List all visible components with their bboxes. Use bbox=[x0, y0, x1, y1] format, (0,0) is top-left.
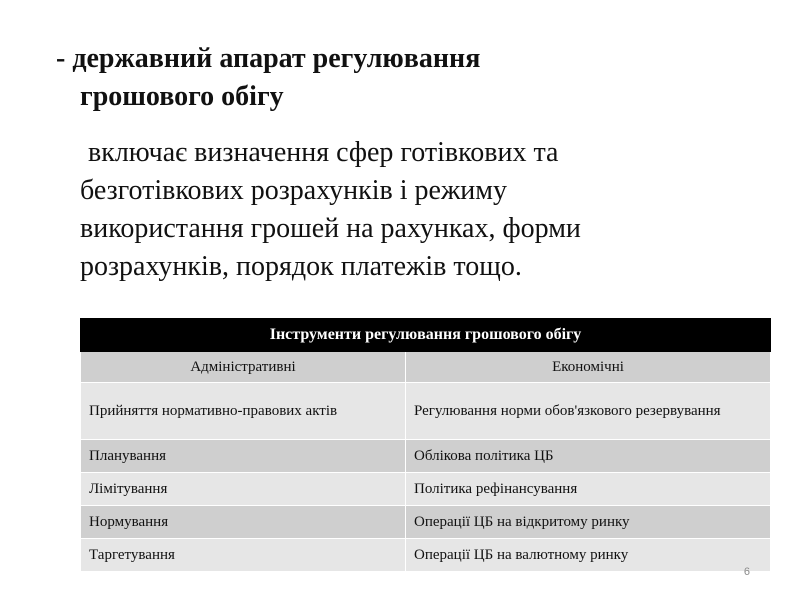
body-line-4: розрахунків, порядок платежів тощо. bbox=[80, 251, 522, 282]
table-cell: Операції ЦБ на відкритому ринку bbox=[406, 506, 771, 539]
table-row bbox=[81, 473, 771, 506]
slide-body-text bbox=[80, 134, 770, 286]
table-cell: Лімітування bbox=[81, 473, 406, 506]
table-row bbox=[81, 539, 771, 572]
heading-line-1 bbox=[56, 40, 756, 78]
heading-text-1: державний апарат регулювання bbox=[72, 43, 481, 74]
heading-dash: - bbox=[56, 43, 66, 74]
body-line-1: включає визначення сфер готівкових та bbox=[88, 137, 559, 168]
table-row bbox=[81, 440, 771, 473]
table-row bbox=[81, 506, 771, 539]
table-cell: Таргетування bbox=[81, 539, 406, 572]
table-cell: Регулювання норми обов'язкового резервування bbox=[406, 383, 771, 440]
column-header-economic: Економічні bbox=[406, 352, 771, 383]
column-header-administrative: Адміністративні bbox=[81, 352, 406, 383]
table-cell: Планування bbox=[81, 440, 406, 473]
table-cell: Політика рефінансування bbox=[406, 473, 771, 506]
table-title: Інструменти регулювання грошового обігу bbox=[81, 319, 771, 352]
table-cell: Операції ЦБ на валютному ринку bbox=[406, 539, 771, 572]
page-number: 6 bbox=[743, 566, 750, 578]
body-line-2: безготівкових розрахунків і режиму bbox=[80, 175, 508, 206]
table-cell: Прийняття нормативно-правових актів bbox=[81, 383, 406, 440]
heading-line-2: грошового обігу bbox=[80, 81, 284, 112]
table-row bbox=[81, 383, 771, 440]
table-header-row bbox=[81, 352, 771, 383]
table-cell: Нормування bbox=[81, 506, 406, 539]
body-line-3: використання грошей на рахунках, форми bbox=[80, 213, 581, 244]
instruments-table bbox=[80, 318, 771, 572]
table-cell: Облікова політика ЦБ bbox=[406, 440, 771, 473]
table-title-row bbox=[81, 319, 771, 352]
slide-heading bbox=[56, 40, 756, 116]
